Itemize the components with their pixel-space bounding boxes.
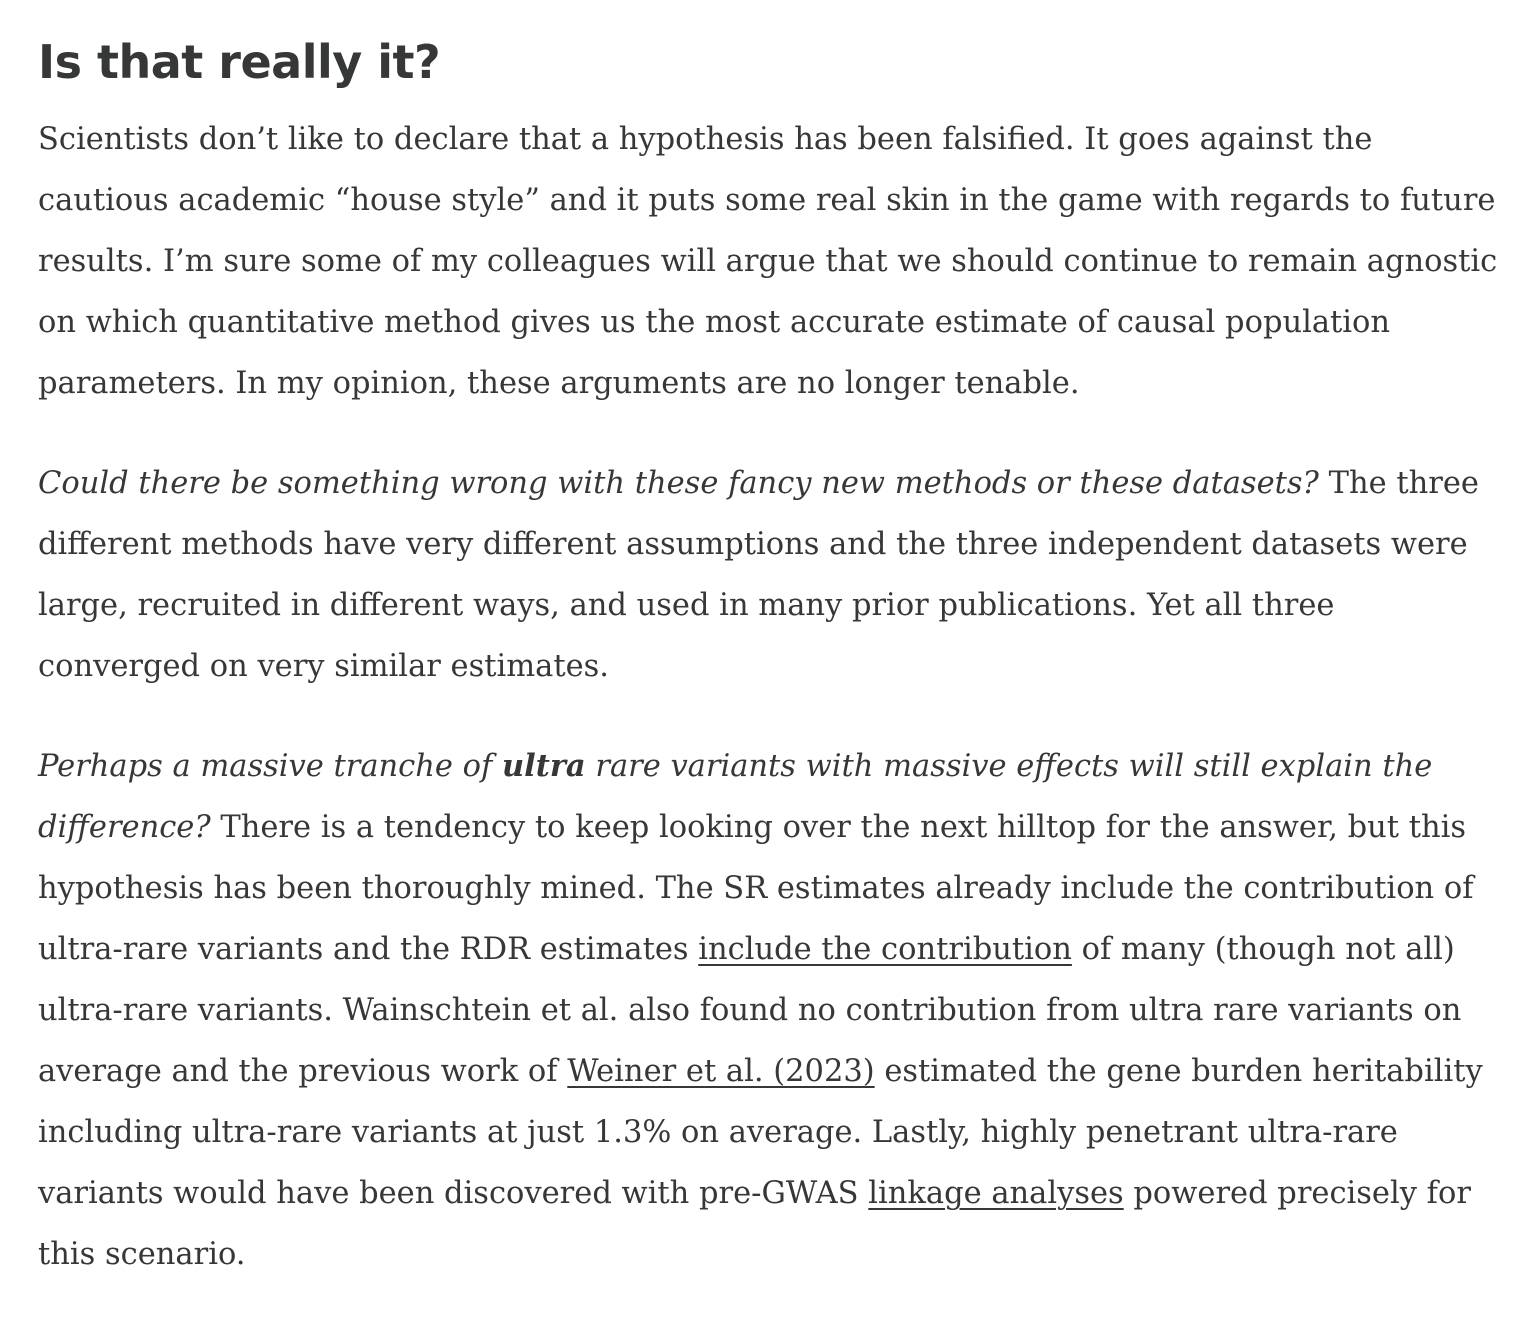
paragraph-2 — [38, 453, 1500, 697]
paragraph-2-question: Could there be something wrong with these fancy new methods or these datasets? — [38, 466, 1319, 501]
paragraph-3 — [38, 736, 1500, 1285]
paragraph-3-text-a: There is a tendency to keep looking over the next hilltop for the answer, but this hypothesis has been thoroughly mined. The SR estimates already include the contribution of ultra-rare variants and the RDR estimates — [38, 810, 1474, 967]
paragraph-2-text: The three different methods have very different assumptions and the three independent datasets were large, recruited in different ways, and used in many prior publications. Yet all three converged on very similar estimates. — [38, 466, 1479, 684]
paragraph-1-text: Scientists don’t like to declare that a hypothesis has been falsified. It goes against the cautious academic “house style” and it puts some real skin in the game with regards to future results. I’m sure some of my colleagues will argue that we should continue to remain agnostic on which quantitative method gives us the most accurate estimate of causal population parameters. In my opinion, these arguments are no longer tenable. — [38, 122, 1498, 401]
link-linkage-analyses[interactable]: linkage analyses — [868, 1176, 1124, 1211]
article-section — [38, 22, 1500, 1285]
question-part-b: rare variants with massive effects will still explain the difference? — [38, 749, 1433, 845]
section-heading: Is that really it? — [38, 35, 441, 89]
link-include-the-contribution[interactable]: include the contribution — [698, 932, 1072, 967]
paragraph-3-text-c: estimated the gene burden heritability including ultra-rare variants at just 1.3% on average. Lastly, highly penetrant ultra-rare variants would have been discovered with pre-GWAS — [38, 1054, 1483, 1211]
question-part-a: Perhaps a massive tranche of — [38, 749, 502, 784]
question-emphasis: ultra — [501, 748, 586, 784]
paragraph-3-text-d: powered precisely for this scenario. — [38, 1176, 1471, 1272]
paragraph-3-text-b: of many (though not all) ultra-rare variants. Wainschtein et al. also found no contribution from ultra rare variants on average and the previous work of — [38, 932, 1462, 1089]
link-weiner-2023[interactable]: Weiner et al. (2023) — [567, 1054, 875, 1089]
paragraph-1 — [38, 109, 1500, 414]
